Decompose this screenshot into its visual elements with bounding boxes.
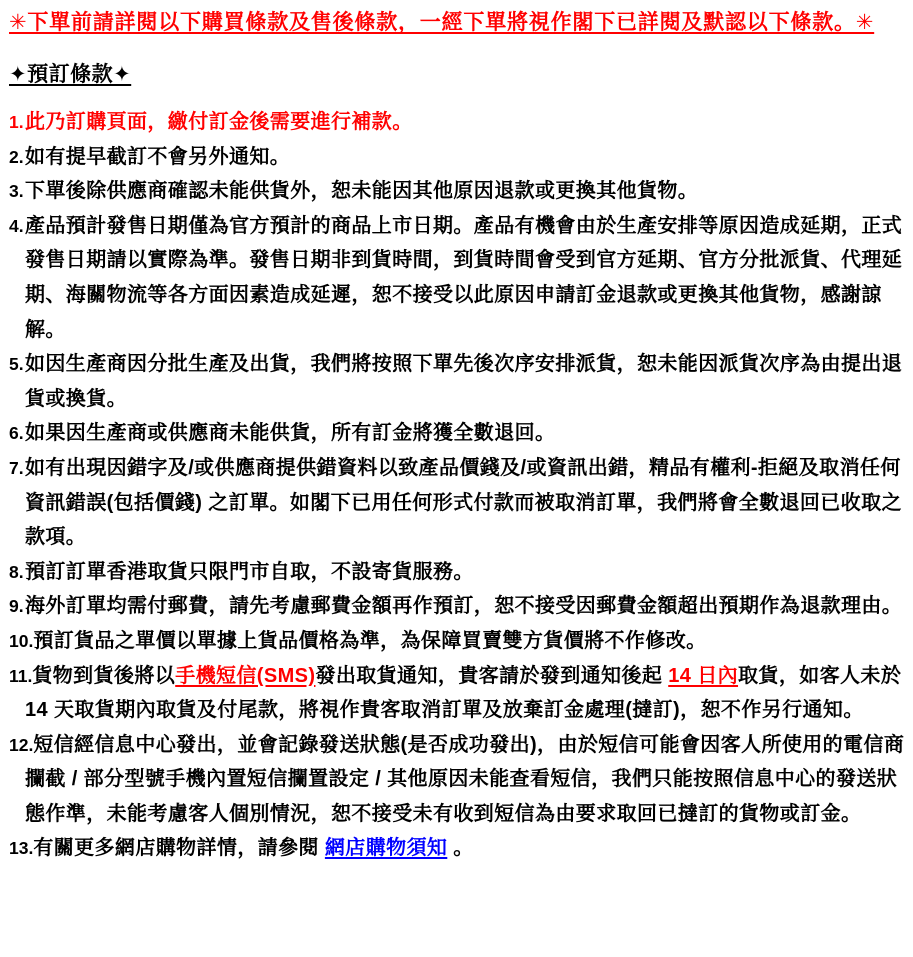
term-text: 預訂貨品之單價以單據上貨品價格為準，為保障買賣雙方貨價將不作修改。 [33,629,707,652]
term-item-8 [9,555,905,590]
term-number: 1. [9,112,24,132]
term-text: 貨物到貨後將以 [32,664,176,687]
term-item-12 [9,728,905,832]
term-item-11 [9,659,905,728]
term-item-10 [9,624,905,659]
term-text: 。 [447,837,474,860]
term-text: 預訂訂單香港取貨只限門市自取，不設寄貨服務。 [25,560,474,583]
term-text: 發出取貨通知，貴客請於發到通知後起 [315,664,669,687]
term-number: 13. [9,838,34,859]
term-text: 取貨，如客人未於 14 天取貨期內取貨及付尾款，將視作貴客取消訂單及放棄訂金處理(撻訂)，恕不作另行通知。 [25,664,902,722]
term-number: 3. [9,181,24,202]
term-text: 短信經信息中心發出，並會記錄發送狀態(是否成功發出)，由於短信可能會因客人所使用的電信商攔截 / 部分型號手機內置短信攔置設定 / 其他原因未能查看短信，我們只能按照信息中心的發送狀態作準，未能考慮客人個別情況，恕不接受未有收到短信為由要求取回已撻訂的貨物或訂金。 [25,733,905,825]
section-heading-preorder-terms: ✦預訂條款✦ [9,63,132,86]
term-text: 此乃訂購頁面，繳付訂金後需要進行補款。 [25,111,413,133]
shop-guide-link[interactable]: 網店購物須知 [324,837,448,860]
term-number: 6. [9,423,24,444]
sms-highlight: 手機短信(SMS) [175,664,316,687]
term-number: 11. [9,665,33,686]
term-text: 如有提早截訂不會另外通知。 [25,145,291,168]
term-item-5 [9,347,905,416]
term-text: 如有出現因錯字及/或供應商提供錯資料以致產品價錢及/或資訊出錯，精品有權利-拒絕及取消任何資訊錯誤(包括價錢) 之訂單。如閣下已用任何形式付款而被取消訂單，我們將會全數退回已收取之款項。 [25,456,902,549]
term-text: 產品預計發售日期僅為官方預計的商品上市日期。產品有機會由於生產安排等原因造成延期，正式發售日期請以實際為準。發售日期非到貨時間，到貨時間會受到官方延期、官方分批派貨、代理延期、海關物流等各方面因素造成延遲，恕不接受以此原因申請訂金退款或更換其他貨物，感謝諒解。 [25,214,903,341]
term-number: 5. [9,354,24,375]
term-item-1 [9,105,905,140]
term-number: 8. [9,561,24,582]
term-number: 10. [9,630,34,651]
term-text: 下單後除供應商確認未能供貨外，恕未能因其他原因退款或更換其他貨物。 [25,180,699,203]
term-item-9 [9,589,905,624]
term-number: 9. [9,596,24,617]
term-item-13 [9,831,905,866]
pickup-days-highlight: 14 日內 [668,664,739,687]
term-number: 12. [9,734,34,755]
term-text: 海外訂單均需付郵費，請先考慮郵費金額再作預訂，恕不接受因郵費金額超出預期作為退款理由。 [25,595,903,618]
term-item-4 [9,209,905,347]
term-number: 4. [9,215,24,236]
pre-order-notice-banner: ✳下單前請詳閱以下購買條款及售後條款，一經下單將視作閣下已詳閱及默認以下條款。✳ [9,11,875,34]
term-item-3 [9,174,905,209]
term-text: 如因生產商因分批生產及出貨，我們將按照下單先後次序安排派貨，恕未能因派貨次序為由提出退貨或換貨。 [25,353,903,410]
terms-list [0,105,905,866]
term-item-2 [9,140,905,175]
term-item-6 [9,416,905,451]
term-text: 有關更多網店購物詳情，請參閱 [33,837,325,860]
term-number: 2. [9,146,24,167]
term-text: 如果因生產商或供應商未能供貨，所有訂金將獲全數退回。 [25,422,556,445]
term-item-7 [9,451,905,555]
term-number: 7. [9,457,24,478]
